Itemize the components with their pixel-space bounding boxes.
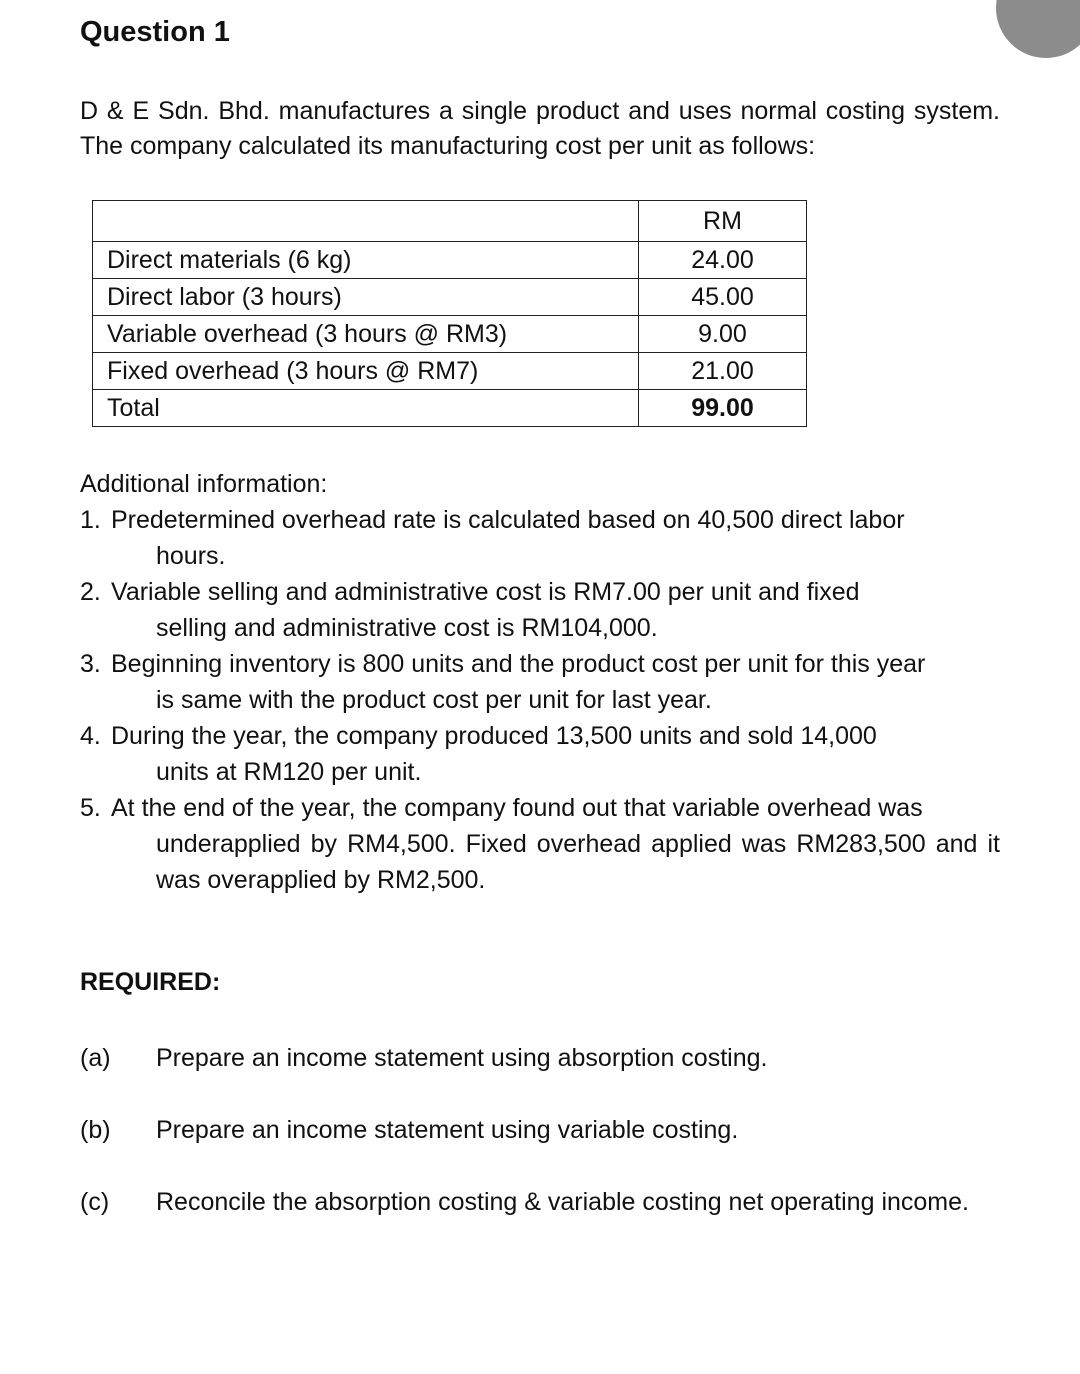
cost-item-value: 24.00 <box>639 242 807 279</box>
list-item-number: 1. <box>80 506 101 534</box>
cost-item-label: Fixed overhead (3 hours @ RM7) <box>93 353 639 390</box>
list-item-continuation: hours. <box>156 542 226 570</box>
required-item-b <box>80 1112 1000 1148</box>
required-item-text: Reconcile the absorption costing & variable costing net operating income. <box>156 1188 969 1216</box>
intro-paragraph: D & E Sdn. Bhd. manufactures a single product and uses normal costing system. The company calculated its manufacturing cost per unit as follows: <box>80 97 1000 160</box>
list-item <box>80 718 1000 790</box>
required-item-letter: (b) <box>80 1116 111 1144</box>
page-corner-decoration <box>996 0 1080 58</box>
list-item-number: 3. <box>80 650 101 678</box>
cost-item-label: Variable overhead (3 hours @ RM3) <box>93 316 639 353</box>
table-row <box>93 279 807 316</box>
list-item-continuation: units at RM120 per unit. <box>156 758 422 786</box>
required-item-letter: (c) <box>80 1188 110 1216</box>
list-item <box>80 646 1000 718</box>
cost-item-value: 21.00 <box>639 353 807 390</box>
list-item-text <box>111 790 1000 898</box>
question-title: Question 1 <box>80 16 230 48</box>
header-label-cell <box>93 201 639 242</box>
list-item-first-line: At the end of the year, the company found out that variable overhead was <box>111 794 923 822</box>
table-row <box>93 242 807 279</box>
list-item-text <box>111 502 1000 574</box>
table-row <box>93 353 807 390</box>
table-row <box>93 316 807 353</box>
required-item-a <box>80 1040 1000 1076</box>
cost-item-value: 9.00 <box>639 316 807 353</box>
cost-item-label: Direct materials (6 kg) <box>93 242 639 279</box>
additional-information-section <box>80 466 1000 898</box>
header-currency-cell: RM <box>639 201 807 242</box>
list-item-number: 2. <box>80 578 101 606</box>
total-value: 99.00 <box>639 390 807 427</box>
table-total-row <box>93 390 807 427</box>
list-item-text <box>111 646 1000 718</box>
list-item-number: 5. <box>80 794 101 822</box>
required-heading: REQUIRED: <box>80 968 221 996</box>
list-item-number: 4. <box>80 722 101 750</box>
list-item-text <box>111 718 1000 790</box>
cost-item-label: Direct labor (3 hours) <box>93 279 639 316</box>
list-item-continuation: is same with the product cost per unit for last year. <box>156 686 712 714</box>
list-item <box>80 790 1000 898</box>
required-item-text: Prepare an income statement using absorption costing. <box>156 1044 768 1072</box>
list-item-first-line: During the year, the company produced 13,500 units and sold 14,000 <box>111 722 877 750</box>
list-item-continuation: underapplied by RM4,500. Fixed overhead applied was RM283,500 and it was overapplied by RM2,500. <box>156 830 1000 894</box>
required-item-text: Prepare an income statement using variable costing. <box>156 1116 739 1144</box>
table-header-row <box>93 201 807 242</box>
list-item-continuation: selling and administrative cost is RM104,000. <box>156 614 658 642</box>
list-item-first-line: Predetermined overhead rate is calculated based on 40,500 direct labor <box>111 506 905 534</box>
additional-information-list <box>80 502 1000 898</box>
total-label: Total <box>93 390 639 427</box>
required-item-letter: (a) <box>80 1044 111 1072</box>
cost-item-value: 45.00 <box>639 279 807 316</box>
list-item-first-line: Beginning inventory is 800 units and the product cost per unit for this year <box>111 650 926 678</box>
additional-information-heading: Additional information: <box>80 470 328 498</box>
list-item <box>80 502 1000 574</box>
required-item-c <box>80 1184 1000 1220</box>
cost-per-unit-table <box>92 200 807 427</box>
list-item-text <box>111 574 1000 646</box>
list-item-first-line: Variable selling and administrative cost is RM7.00 per unit and fixed <box>111 578 860 606</box>
list-item <box>80 574 1000 646</box>
